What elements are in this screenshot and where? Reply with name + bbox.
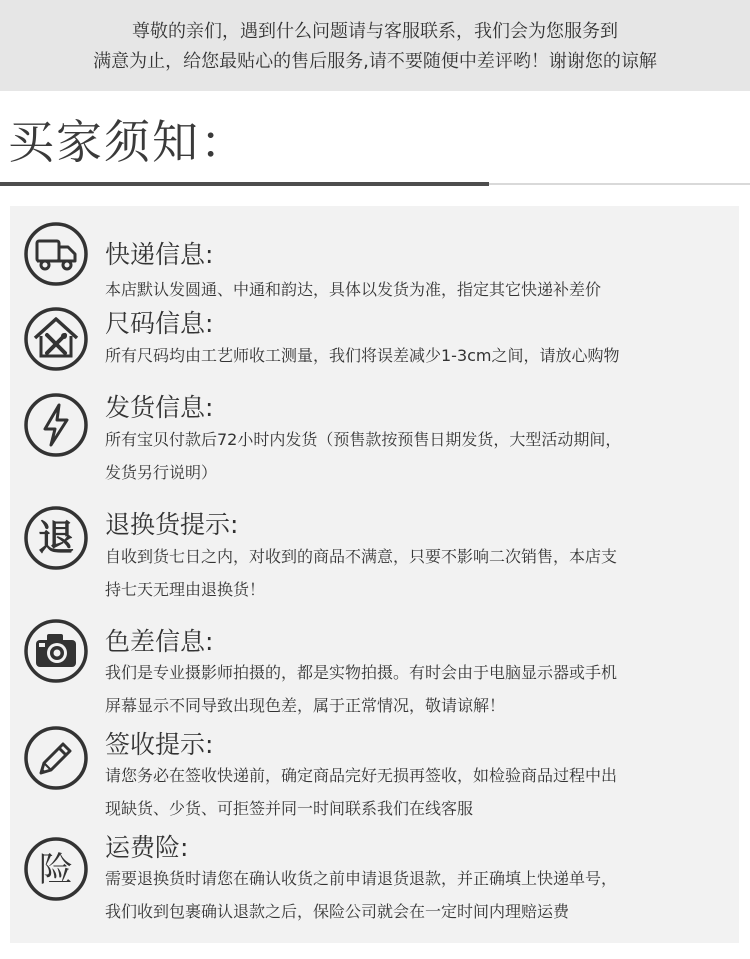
description-line: 现缺货、少货、可拒签并同一时间联系我们在线客服: [105, 799, 474, 818]
camera-icon: [23, 618, 89, 684]
svg-text:险: 险: [39, 850, 73, 890]
description-line: 所有宝贝付款后72小时内发货（预售款按预售日期发货，大型活动期间，: [105, 430, 622, 449]
description-line: 需要退换货时请您在确认收货之前申请退货退款，并正确填上快递单号，: [105, 869, 618, 888]
item-title: 运费险:: [105, 833, 189, 862]
item-description: [105, 273, 601, 306]
insurance-icon: [23, 836, 89, 902]
svg-text:退: 退: [37, 518, 75, 559]
description-line: 所有尺码均由工艺师收工测量，我们将误差减少1-3cm之间，请放心购物: [105, 346, 620, 365]
description-line: 请您务必在签收快递前，确定商品完好无损再签收，如检验商品过程中出: [105, 766, 618, 785]
notice-panel: [10, 206, 739, 943]
description-line: 持七天无理由退换货！: [105, 580, 266, 599]
description-line: 我们是专业摄影师拍摄的，都是实物拍摄。有时会由于电脑显示器或手机: [105, 663, 618, 682]
lightning-icon: [23, 392, 89, 458]
item-title: 尺码信息:: [105, 309, 214, 338]
description-line: 我们收到包裹确认退款之后，保险公司就会在一定时间内理赔运费: [105, 902, 570, 921]
item-description: [105, 540, 617, 606]
notice-line-1: 尊敬的亲们，遇到什么问题请与客服联系，我们会为您服务到: [132, 21, 618, 42]
section-title: 买家须知：: [8, 115, 248, 169]
title-underline: [0, 182, 489, 186]
description-line: 发货另行说明）: [105, 463, 218, 482]
title-underline-light: [489, 183, 750, 185]
description-line: 本店默认发圆通、中通和韵达，具体以发货为准，指定其它快递补差价: [105, 280, 602, 299]
item-description: [105, 339, 620, 372]
pen-icon: [23, 725, 89, 791]
item-description: [105, 656, 617, 722]
description-line: 自收到货七日之内，对收到的商品不满意，只要不影响二次销售，本店支: [105, 547, 618, 566]
house-tools-icon: [23, 306, 89, 372]
item-title: 签收提示:: [105, 730, 214, 759]
item-description: [105, 862, 617, 928]
item-title: 色差信息:: [105, 627, 214, 656]
item-title: 发货信息:: [105, 393, 214, 422]
item-title: 快递信息:: [105, 240, 214, 269]
item-title: 退换货提示:: [105, 510, 239, 539]
item-description: [105, 423, 621, 489]
notice-line-2: 满意为止，给您最贴心的售后服务,请不要随便中差评哟！谢谢您的谅解: [93, 51, 657, 72]
notice-banner: [0, 0, 750, 91]
item-description: [105, 759, 617, 825]
return-icon: [23, 505, 89, 571]
truck-icon: [23, 221, 89, 287]
description-line: 屏幕显示不同导致出现色差，属于正常情况，敬请谅解！: [105, 696, 506, 715]
